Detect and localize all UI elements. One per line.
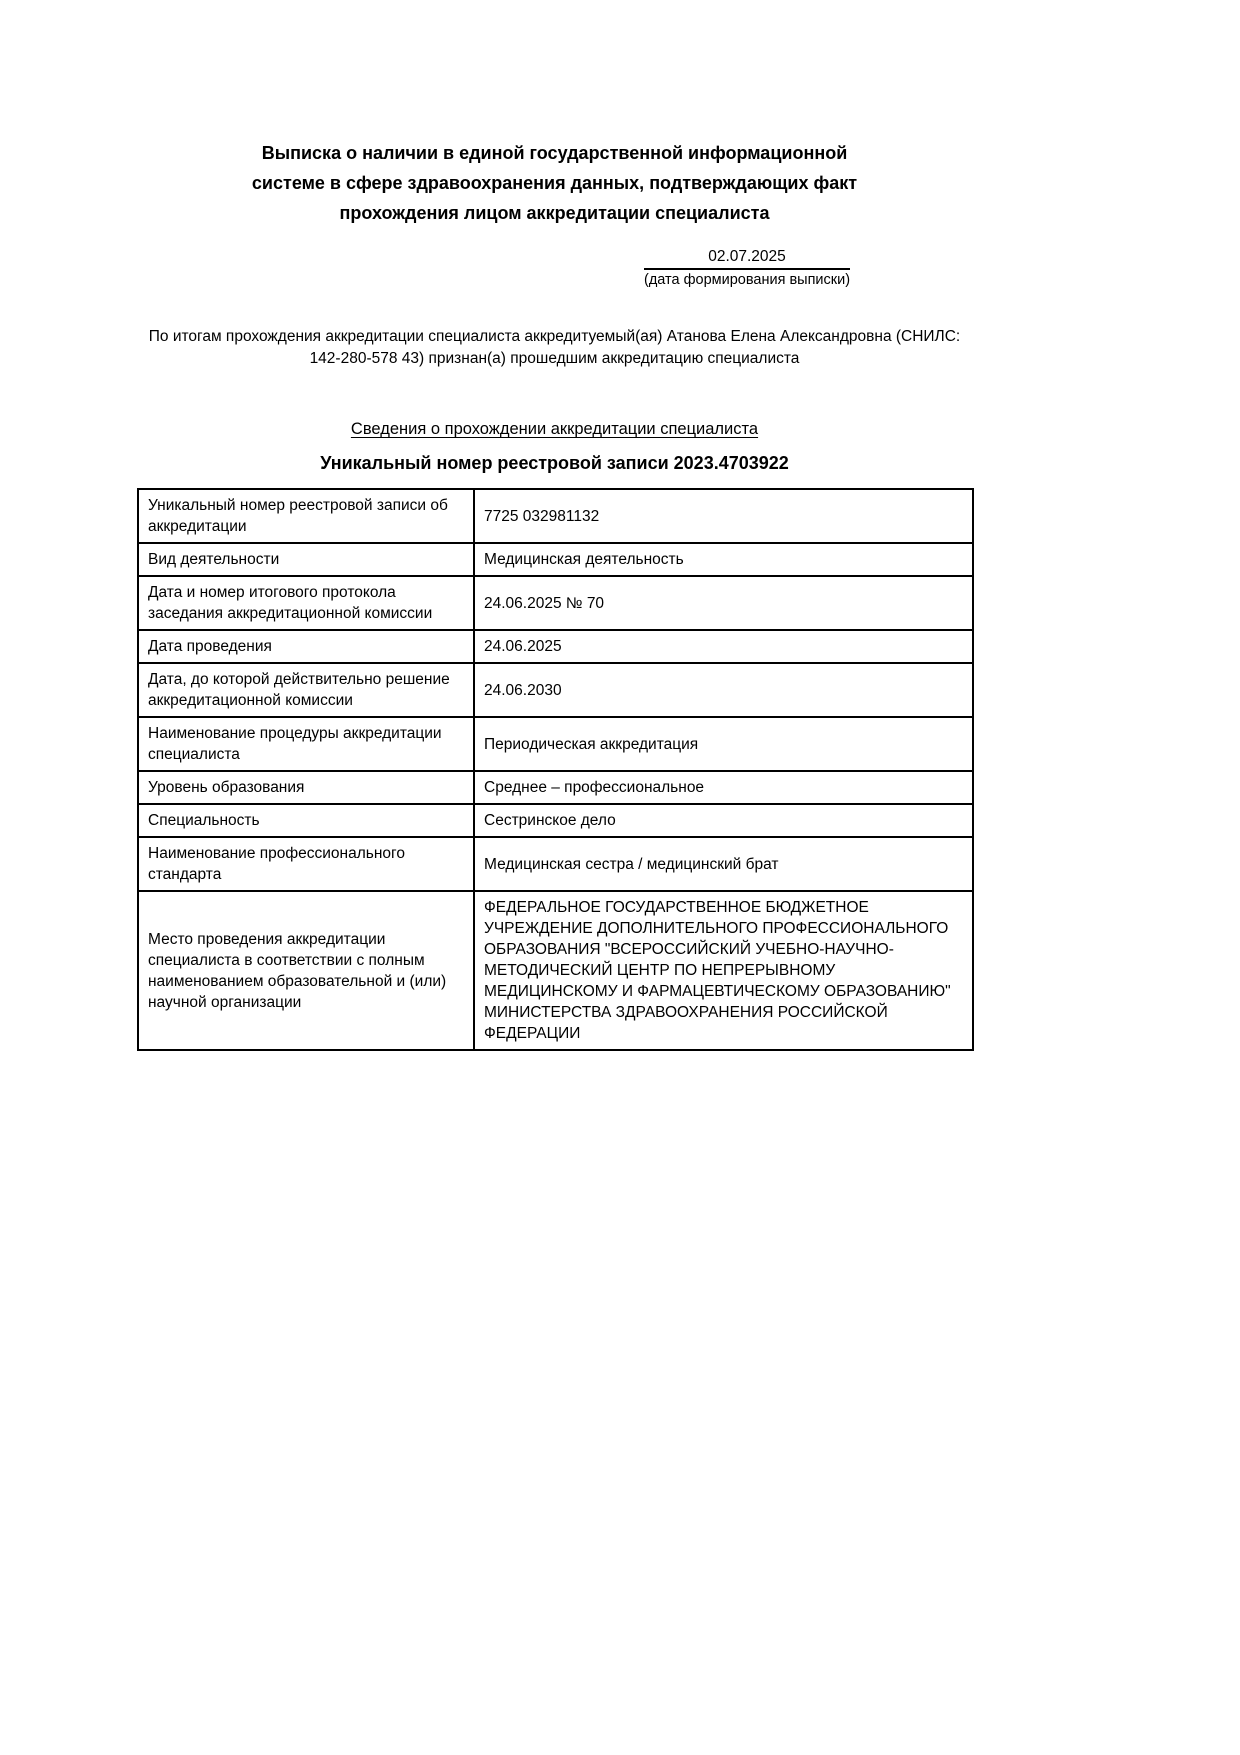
row-value: 24.06.2025 [474, 630, 973, 663]
row-label: Дата и номер итогового протокола заседания аккредитационной комиссии [138, 576, 474, 630]
document-title [137, 138, 972, 228]
row-label: Дата, до которой действительно решение аккредитационной комиссии [138, 663, 474, 717]
row-value: Медицинская сестра / медицинский брат [474, 837, 973, 891]
row-value: Среднее – профессиональное [474, 771, 973, 804]
row-value: Периодическая аккредитация [474, 717, 973, 771]
row-value: ФЕДЕРАЛЬНОЕ ГОСУДАРСТВЕННОЕ БЮДЖЕТНОЕ УЧРЕЖДЕНИЕ ДОПОЛНИТЕЛЬНОГО ПРОФЕССИОНАЛЬНОГО ОБРАЗОВАНИЯ "ВСЕРОССИЙСКИЙ УЧЕБНО-НАУЧНО-МЕТОДИЧЕСКИЙ ЦЕНТР ПО НЕПРЕРЫВНОМУ МЕДИЦИНСКОМУ И ФАРМАЦЕВТИЧЕСКОМУ ОБРАЗОВАНИЮ" МИНИСТЕРСТВА ЗДРАВООХРАНЕНИЯ РОССИЙСКОЙ ФЕДЕРАЦИИ [474, 891, 973, 1050]
table-row [138, 771, 973, 804]
row-value: Медицинская деятельность [474, 543, 973, 576]
registry-number-heading: Уникальный номер реестровой записи 2023.4703922 [320, 453, 789, 473]
table-row [138, 717, 973, 771]
row-value: Сестринское дело [474, 804, 973, 837]
row-value: 24.06.2030 [474, 663, 973, 717]
table-row [138, 837, 973, 891]
section-heading: Сведения о прохождении аккредитации специалиста [350, 420, 759, 438]
row-label: Дата проведения [138, 630, 474, 663]
table-row [138, 630, 973, 663]
row-label: Наименование профессионального стандарта [138, 837, 474, 891]
intro-paragraph: По итогам прохождения аккредитации специалиста аккредитуемый(ая) Атанова Елена Александровна (СНИЛС: 142-280-578 43) признан(а) прошедшим аккредитацию специалиста [148, 328, 961, 367]
table-row [138, 804, 973, 837]
table-row [138, 891, 973, 1050]
accreditation-details-table [137, 488, 974, 1051]
row-label: Уровень образования [138, 771, 474, 804]
formation-date-block [644, 248, 850, 288]
document-title-line-2: системе в сфере здравоохранения данных, подтверждающих факт [251, 173, 858, 193]
document-title-line-3: прохождения лицом аккредитации специалиста [339, 203, 770, 223]
document-title-line-1: Выписка о наличии в единой государственной информационной [261, 143, 848, 163]
table-row [138, 663, 973, 717]
table-row [138, 543, 973, 576]
formation-date-value: 02.07.2025 [644, 248, 850, 270]
row-label: Специальность [138, 804, 474, 837]
row-label: Вид деятельности [138, 543, 474, 576]
document-content [137, 0, 972, 1051]
accreditation-table-body [138, 489, 973, 1050]
formation-date-label: (дата формирования выписки) [644, 272, 851, 288]
row-value: 7725 032981132 [474, 489, 973, 543]
row-value: 24.06.2025 № 70 [474, 576, 973, 630]
row-label: Место проведения аккредитации специалиста в соответствии с полным наименованием образовательной и (или) научной организации [138, 891, 474, 1050]
row-label: Уникальный номер реестровой записи об аккредитации [138, 489, 474, 543]
table-row [138, 576, 973, 630]
table-row [138, 489, 973, 543]
row-label: Наименование процедуры аккредитации специалиста [138, 717, 474, 771]
